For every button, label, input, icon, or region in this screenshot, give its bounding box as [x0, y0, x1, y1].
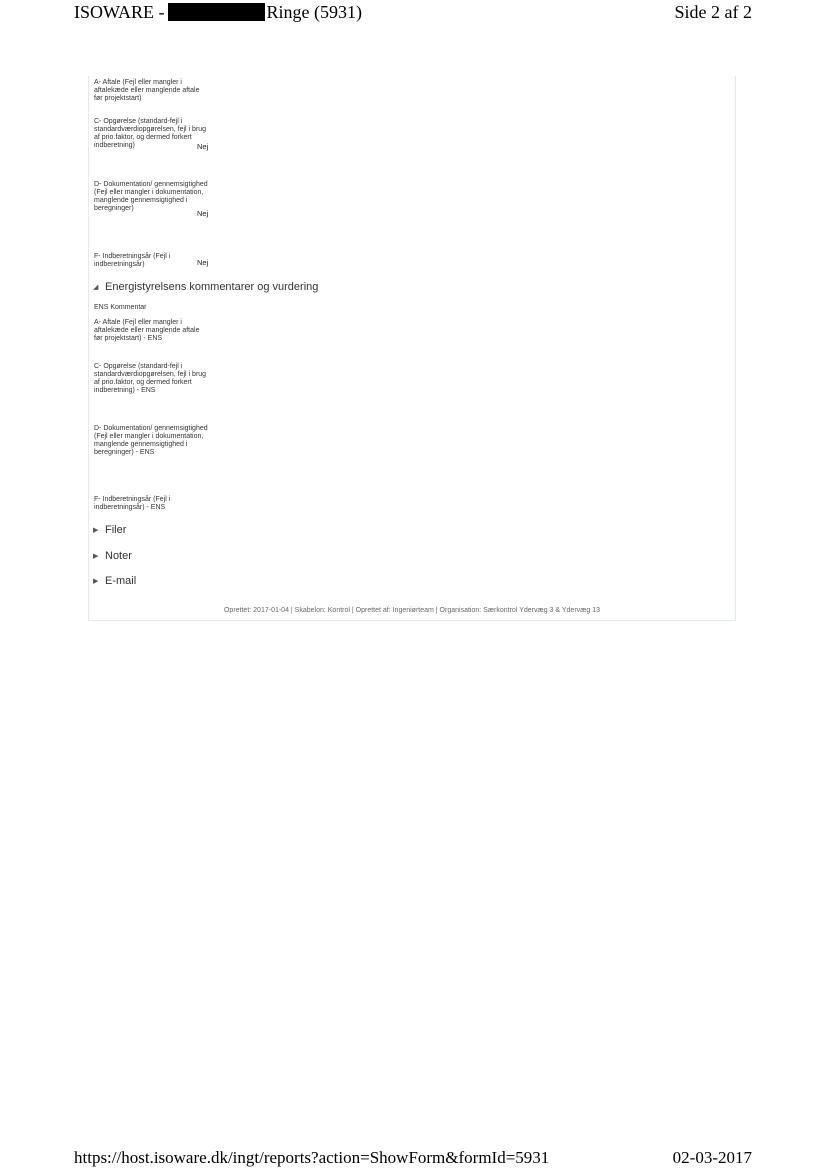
- header-title-prefix: ISOWARE -: [74, 2, 165, 22]
- ens-field-label-aftale: A- Aftale (Fejl eller mangler i aftalekæde eller manglende aftale før projektstart) - ENS: [94, 319, 200, 342]
- meta-info-line: Oprettet: 2017-01-04 | Skabelon: Kontrol | Oprettet af: Ingeniørteam | Organisation: Særkontrol Ydervæg 3 & Ydervæg 13: [223, 607, 600, 614]
- triangle-right-icon: ▶: [93, 578, 99, 585]
- report-panel: [88, 76, 736, 621]
- field-value-dokumentation: Nej: [197, 209, 209, 218]
- ens-field-label-dokumentation: D- Dokumentation/ gennemsigtighed (Fejl eller mangler i dokumentation, manglende gennemsigtighed i beregninger) - ENS: [94, 425, 208, 456]
- field-label-dokumentation: D- Dokumentation/ gennemsigtighed (Fejl eller mangler i dokumentation, manglende gennemsigtighed i beregninger): [94, 181, 208, 212]
- ens-field-label-indberetningsaar: F- Indberetningsår (Fejl i indberetningsår) - ENS: [94, 496, 171, 511]
- section-email-title: E-mail: [105, 575, 137, 587]
- triangle-down-right-icon: ◢: [93, 284, 99, 291]
- triangle-right-icon: ▶: [93, 527, 99, 534]
- ens-comment-label: ENS Kommentar: [94, 304, 147, 311]
- triangle-right-icon: ▶: [93, 553, 99, 560]
- section-ens-header[interactable]: [93, 281, 318, 293]
- footer-date: 02-03-2017: [672, 1148, 752, 1167]
- footer-url: https://host.isoware.dk/ingt/reports?action=ShowForm&formId=5931: [74, 1148, 550, 1167]
- section-ens-title: Energistyrelsens kommentarer og vurdering: [105, 281, 319, 293]
- page-header-title: [74, 2, 362, 23]
- field-label-indberetningsaar: F- Indberetningsår (Fejl i indberetningsår): [94, 253, 171, 268]
- field-value-indberetningsaar: Nej: [197, 258, 209, 267]
- field-label-opgorelse: C- Opgørelse (standard-fejl i standardværdiopgørelsen, fejl i brug af prio.faktor, og dermed forkert indberetning): [94, 118, 207, 149]
- field-label-aftale: A- Aftale (Fejl eller mangler i aftalekæde eller manglende aftale før projektstart): [94, 79, 200, 102]
- section-email[interactable]: [93, 575, 136, 587]
- section-filer-title: Filer: [105, 524, 127, 536]
- section-noter[interactable]: [93, 550, 132, 562]
- section-filer[interactable]: [93, 524, 126, 536]
- header-title-suffix: Ringe (5931): [266, 2, 362, 22]
- field-value-opgorelse: Nej: [197, 142, 209, 151]
- page-number: Side 2 af 2: [674, 2, 752, 22]
- redaction-box: [168, 3, 265, 21]
- ens-field-label-opgorelse: C- Opgørelse (standard-fejl i standardværdiopgørelsen, fejl i brug af prio.faktor, og dermed forkert indberetning) - ENS: [94, 363, 207, 394]
- section-noter-title: Noter: [105, 550, 132, 562]
